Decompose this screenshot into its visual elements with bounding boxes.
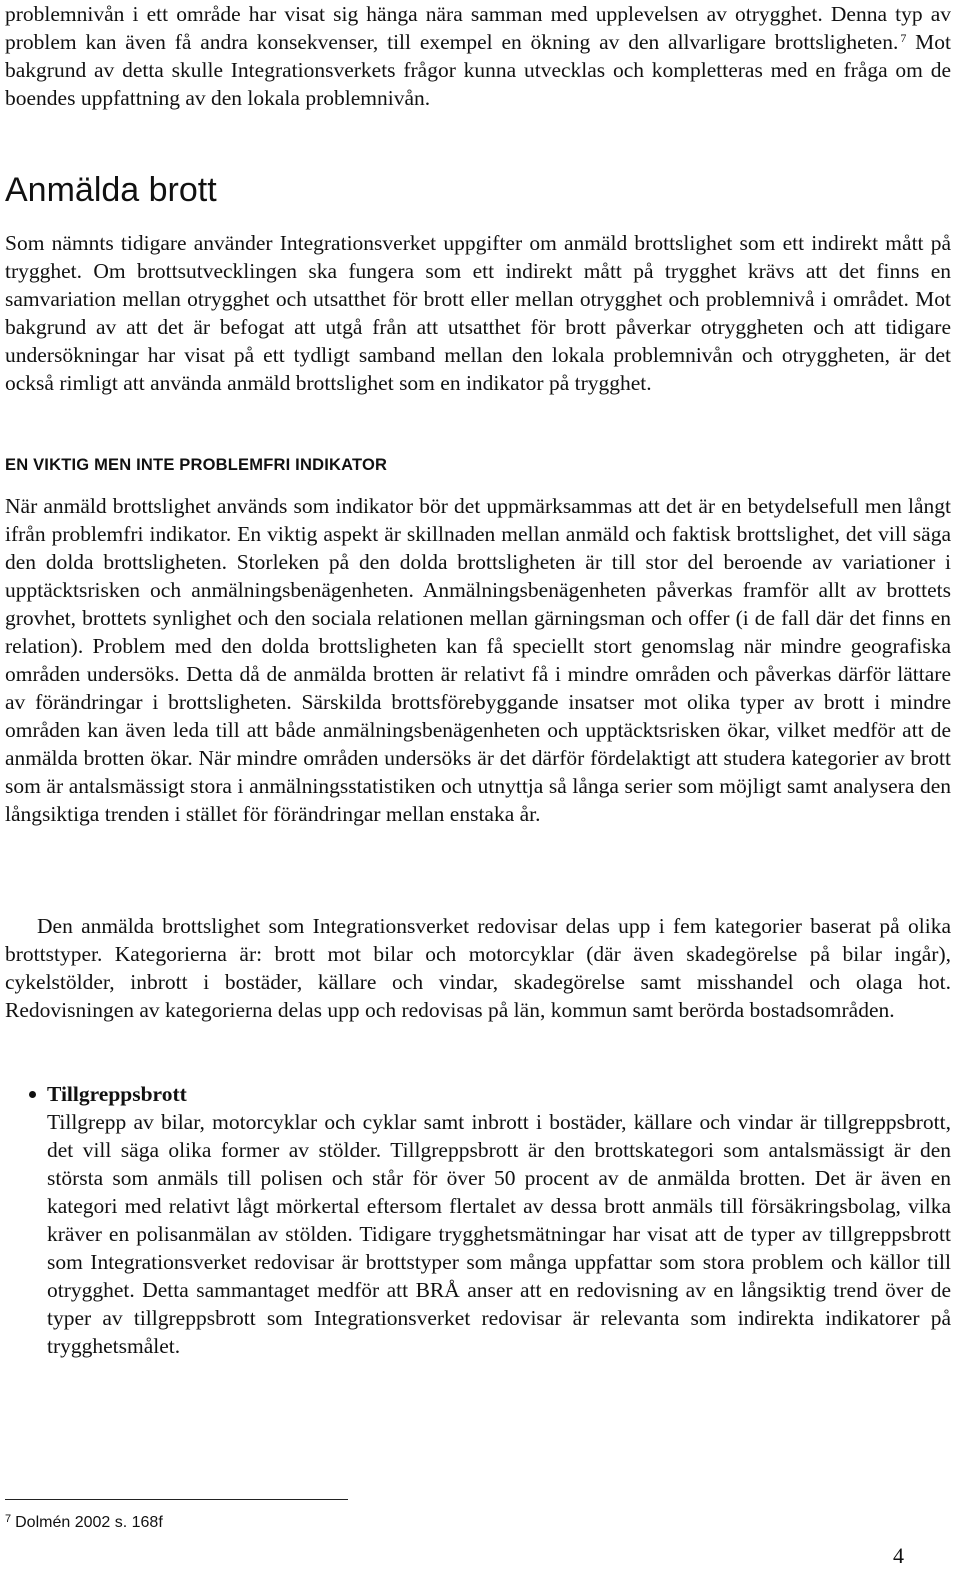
- section-heading: Anmälda brott: [5, 171, 217, 209]
- footnote-reference[interactable]: 7: [900, 31, 907, 45]
- bullet-list-item: [5, 1080, 951, 1360]
- intro-paragraph: [5, 0, 951, 112]
- bullet-icon: [29, 1091, 36, 1098]
- subsection-paragraph-2: Den anmälda brottslighet som Integrationsverket redovisar delas upp i fem kategorier baserat på olika brottstyper. Kategorierna är: brott mot bilar och motorcyklar (där även skadegörelse på bilar ingår), cykelstölder, inbrott i bostäder, källare och vindar, skadegörelse samt misshandel och olaga hot. Redovisningen av kategorierna delas upp och redovisas på län, kommun samt berörda bostadsområden.: [5, 914, 951, 1022]
- subsection-paragraph-1: När anmäld brottslighet används som indikator bör det uppmärksammas att det är en betydelsefull men långt ifrån problemfri indikator. En viktig aspekt är skillnaden mellan anmäld och faktisk brottslighet, det vill säga den dolda brottsligheten. Storleken på den dolda brottsligheten är till stor del beroende av variationer i upptäcktsrisken och anmälningsbenägenheten. Anmälningsbenägenheten påverkas framför allt av brottets grovhet, brottets synlighet och den sociala relationen mellan gärningsman och offer (i de fall där det finns en relation). Problem med den dolda brottsligheten kan få speciellt stort genomslag när mindre geografiska områden undersöks. Detta då de anmälda brotten är relativt få i mindre områden och påverkas därför lättare av förändringar i brottsligheten. Särskilda brottsförebyggande insatser mot olika typer av brott i mindre områden kan även leda till att både anmälningsbenägenheten och upptäcktsrisken ökar, vilket medför att de anmälda brotten ökar. När mindre områden undersöks är det därför fördelaktigt att studera kategorier av brott som är antalsmässigt stora i anmälningsstatistiken och utnyttja så långa serier som möjligt samt analysera den långsiktiga trenden i stället för förändringar mellan enstaka år.: [5, 494, 951, 826]
- bullet-text: Tillgrepp av bilar, motorcyklar och cyklar samt inbrott i bostäder, källare och vindar är tillgreppsbrott, det vill säga olika former av stölder. Tillgreppsbrott är den brottskategori som antalsmässigt är den största som anmäls till polisen och står för över 50 procent av de anmälda brotten. Det är även en kategori med relativt lågt mörkertal eftersom flertalet av dessa brott anmäls till försäkringsbolag, vilka kräver en polisanmälan av stölden. Tidigare trygghetsmätningar har visat att de typer av tillgreppsbrott som Integrationsverket redovisar är brottstyper som många uppfattar som stora problem och källor till otrygghet. Detta sammantaget medför att BRÅ anser att en redovisning av en långsiktig trend över de typer av tillgreppsbrott som Integrationsverket redovisar är relevanta som indirekta indikatorer på trygghetsmålet.: [47, 1110, 951, 1358]
- subsection-heading: EN VIKTIG MEN INTE PROBLEMFRI INDIKATOR: [5, 456, 388, 474]
- intro-text-after-note: Mot bakgrund av detta skulle Integrationsverkets frågor kunna utvecklas och kompletteras med en fråga om de boendes uppfattning av den lokala problemnivån.: [5, 30, 951, 110]
- page-number: 4: [893, 1543, 904, 1568]
- bullet-title: Tillgreppsbrott: [47, 1082, 187, 1106]
- footnote: [5, 1513, 163, 1533]
- footnote-mark: 7: [5, 1513, 12, 1525]
- footnote-text: Dolmén 2002 s. 168f: [15, 1514, 163, 1531]
- section-paragraph: Som nämnts tidigare använder Integrationsverket uppgifter om anmäld brottslighet som ett indirekt mått på trygghet. Om brottsutvecklingen ska fungera som ett indirekt mått på trygghet krävs att det finns en samvariation mellan otrygghet och utsatthet för brott eller mellan otrygghet och problemnivå i området. Mot bakgrund av att det är befogat att utgå från att utsatthet för brott påverkar otryggheten och att tidigare undersökningar har visat på ett tydligt samband mellan den lokala problemnivån och otryggheten, är det också rimligt att använda anmäld brottslighet som en indikator på trygghet.: [5, 231, 951, 395]
- footnote-divider: [5, 1499, 348, 1500]
- intro-text-before-note: problemnivån i ett område har visat sig hänga nära samman med upplevelsen av otrygghet. Denna typ av problem kan även få andra konsekvenser, till exempel en ökning av den allvarligare brottsligheten.: [5, 2, 951, 54]
